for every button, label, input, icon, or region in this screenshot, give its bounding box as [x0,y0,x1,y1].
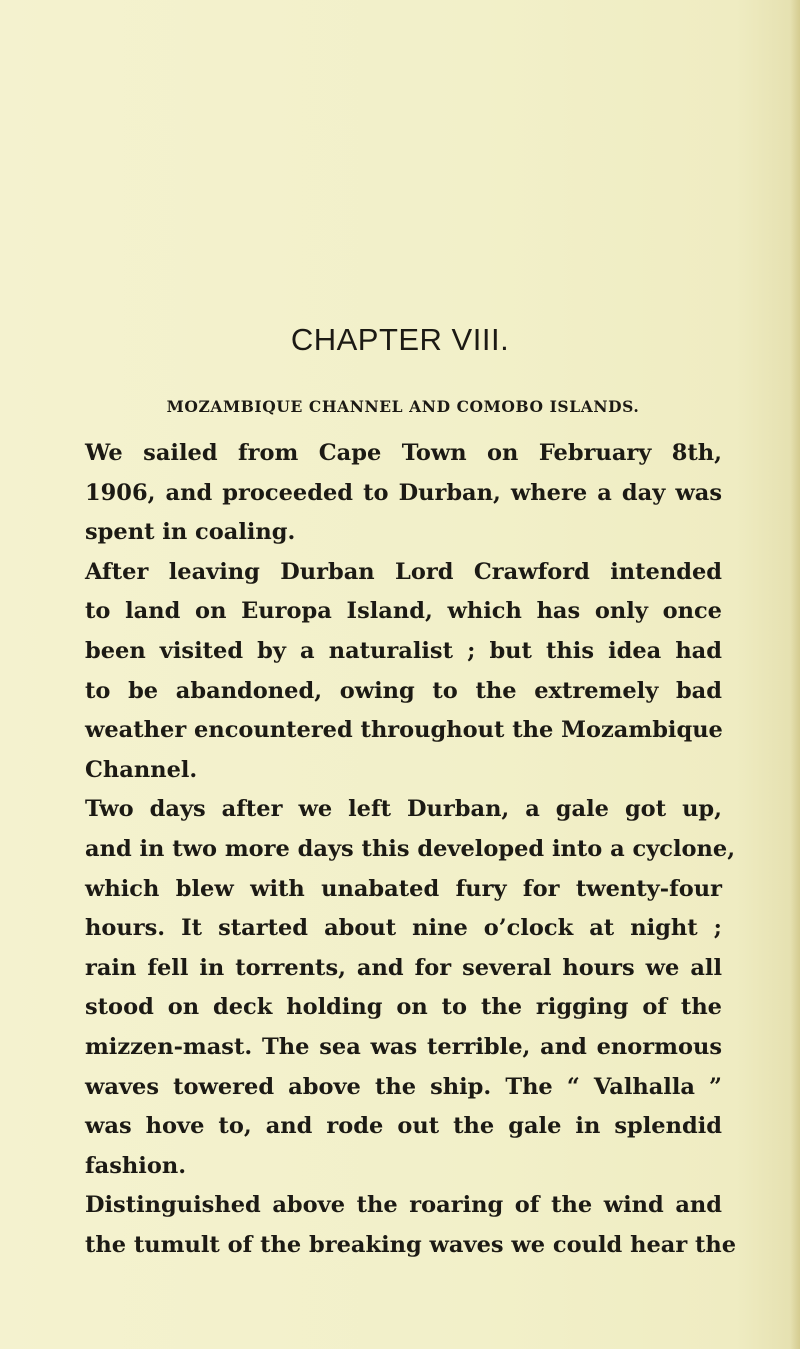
text-line: was hove to, and rode out the gale in splendid [85,1113,722,1140]
text-line: Two days after we left Durban, a gale got up, [85,796,722,823]
text-line: weather encountered throughout the Mozambique [85,717,723,744]
text-line: fashion. [85,1152,187,1179]
text-line: waves towered above the ship. The “ Valhalla ” [85,1073,722,1100]
text-line: Distinguished above the roaring of the wind and [85,1192,722,1219]
chapter-title: CHAPTER VIII. [290,322,510,357]
text-line: the tumult of the breaking waves we could hear the [85,1231,737,1258]
text-line: We sailed from Cape Town on February 8th, [85,440,722,466]
text-line: rain fell in torrents, and for several hours we all [85,954,722,981]
text-line: to be abandoned, owing to the extremely bad [85,677,722,704]
section-title: MOZAMBIQUE CHANNEL AND COMOBO ISLANDS. [166,397,640,416]
body-text [85,434,737,1265]
text-line: mizzen-mast. The sea was terrible, and enormous [85,1033,722,1060]
text-line: which blew with unabated fury for twenty-four [85,875,722,902]
text-line: been visited by a naturalist ; but this idea had [85,637,722,664]
text-line: hours. It started about nine o’clock at night ; [85,915,722,942]
text-line: 1906, and proceeded to Durban, where a day was [85,479,722,506]
text-line: stood on deck holding on to the rigging of the [85,994,722,1021]
text-line: to land on Europa Island, which has only once [85,598,722,625]
paragraph-4 [85,1186,737,1265]
page-edge-shadow [790,0,800,1349]
text-line: spent in coaling. [85,519,296,546]
paragraph-1 [85,434,722,553]
text-line: and in two more days this developed into a cyclone, [85,835,736,862]
paragraph-3 [85,790,736,1186]
text-line: After leaving Durban Lord Crawford intended [85,558,722,585]
paragraph-2 [85,553,722,791]
text-line: Channel. [85,756,198,783]
